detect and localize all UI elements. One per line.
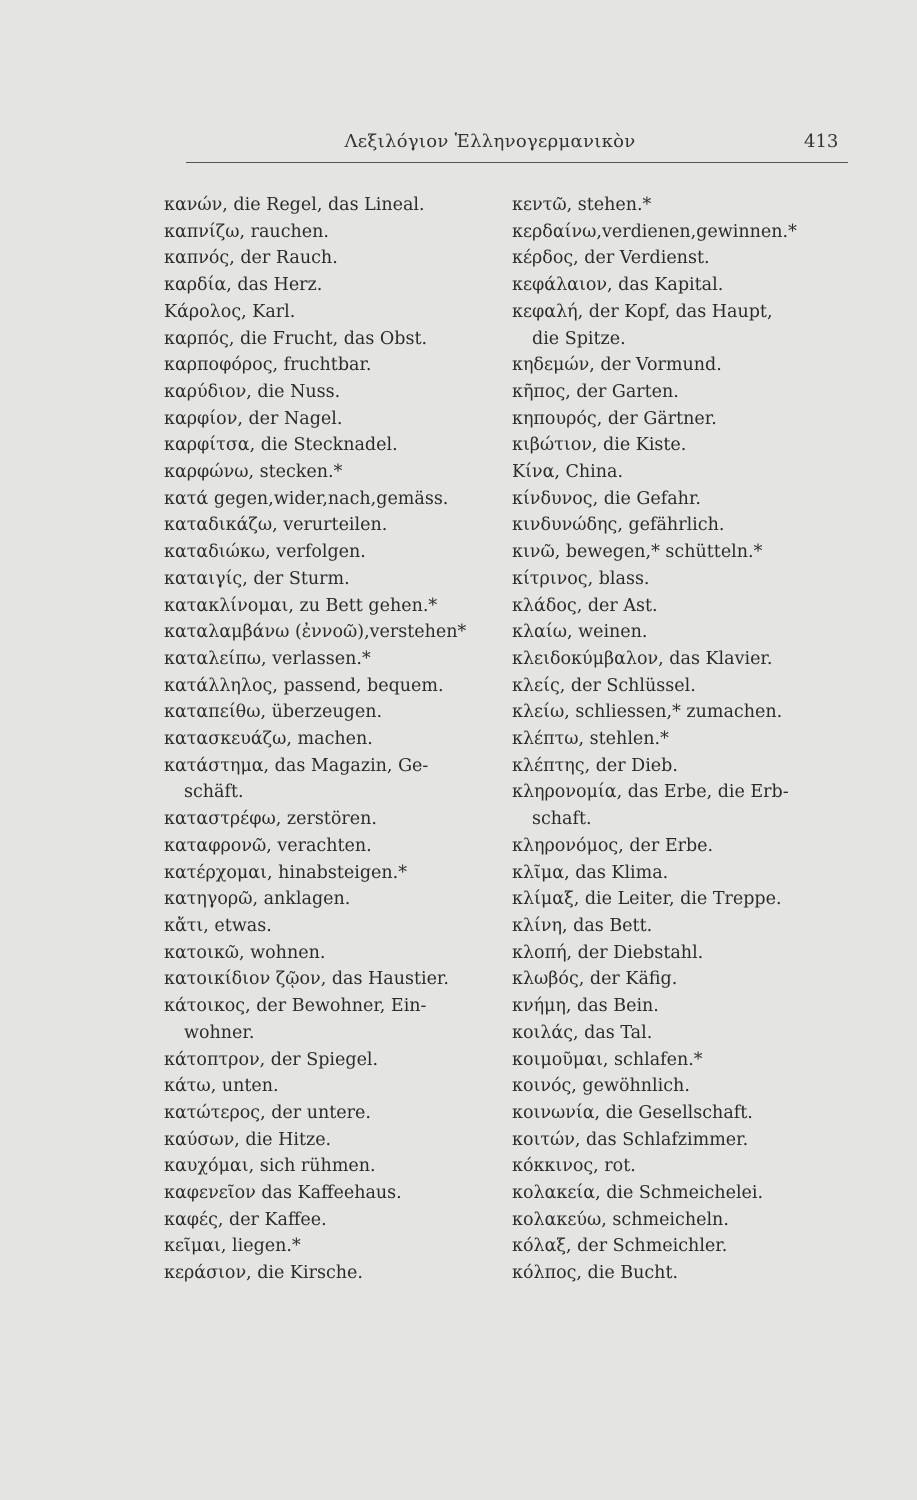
entry: κατά gegen,wider,nach,gemäss. [164, 488, 449, 509]
entry: κατοικίδιον ζῷον, das Haustier. [164, 969, 449, 990]
entry: κλωβός, der Käfig. [512, 969, 678, 990]
entry: καταδικάζω, verurteilen. [164, 515, 388, 536]
entry: καρφίτσα, die Stecknadel. [164, 435, 398, 456]
entry: καφές, der Kaffee. [164, 1209, 327, 1230]
entry: καταπείθω, überzeugen. [164, 702, 383, 723]
entry: καρύδιον, die Nuss. [164, 381, 341, 402]
entry: κατοικῶ, wohnen. [164, 942, 326, 963]
entry: κληρονομία, das Erbe, die Erb- [512, 782, 789, 803]
entry: κλοπή, der Diebstahl. [512, 942, 704, 963]
entry: κεφαλή, der Kopf, das Haupt, [512, 301, 773, 322]
entry: κάτοικος, der Bewohner, Ein- [164, 996, 427, 1017]
entry: κόλαξ, der Schmeichler. [512, 1236, 728, 1257]
entry: κλέπτης, der Dieb. [512, 755, 678, 776]
entry: κιβώτιον, die Kiste. [512, 435, 687, 456]
running-header-title: Λεξιλόγιον Ἑλληνογερμανικὸν [344, 131, 636, 152]
entry: κνήμη, das Bein. [512, 996, 659, 1017]
entry: καρδία, das Herz. [164, 275, 323, 296]
entry: κοινωνία, die Gesellschaft. [512, 1102, 753, 1123]
entry: κοινός, gewöhnlich. [512, 1076, 690, 1097]
entry: κλείω, schliessen,* zumachen. [512, 702, 783, 723]
entry-continuation: wohner. [184, 1022, 255, 1043]
entry: κινῶ, bewegen,* schütteln.* [512, 542, 763, 563]
entry: κατακλίνομαι, zu Bett gehen.* [164, 595, 438, 616]
entry: καταιγίς, der Sturm. [164, 568, 350, 589]
entry: κέρδος, der Verdienst. [512, 248, 710, 269]
entry: κατασκευάζω, machen. [164, 729, 373, 750]
entry: κοιμοῦμαι, schlafen.* [512, 1049, 703, 1070]
entry: κανών, die Regel, das Lineal. [164, 195, 425, 215]
entry: καυχόμαι, sich rühmen. [164, 1156, 376, 1177]
entry: καταλείπω, verlassen.* [164, 648, 371, 669]
entry: κῆπος, der Garten. [512, 381, 679, 402]
entry: κολακεύω, schmeicheln. [512, 1209, 729, 1230]
entry: κόκκινος, rot. [512, 1156, 636, 1177]
entry: κατώτερος, der untere. [164, 1102, 371, 1123]
entry: κλίνη, das Bett. [512, 915, 653, 936]
entry: κηδεμών, der Vormund. [512, 355, 722, 376]
entry: καφενεῖον das Kaffeehaus. [164, 1183, 402, 1204]
entry: καρφώνω, stecken.* [164, 462, 343, 483]
entry: κατάλληλος, passend, bequem. [164, 675, 444, 696]
entry: κίτρινος, blass. [512, 568, 650, 589]
entry: κλίμαξ, die Leiter, die Treppe. [512, 889, 782, 910]
entry: κληρονόμος, der Erbe. [512, 835, 714, 856]
entry: καρπός, die Frucht, das Obst. [164, 328, 428, 349]
right-column [512, 192, 852, 1287]
entry: κλάδος, der Ast. [512, 595, 658, 616]
entry: κινδυνώδης, gefährlich. [512, 515, 725, 536]
entry: καύσων, die Hitze. [164, 1129, 332, 1150]
entry: καταστρέφω, zerstören. [164, 809, 377, 830]
entry: κλείς, der Schlüssel. [512, 675, 696, 696]
entry: κηπουρός, der Gärtner. [512, 408, 717, 429]
entry-continuation: schäft. [184, 782, 244, 803]
entry: κατάστημα, das Magazin, Ge- [164, 755, 429, 776]
entry: κολακεία, die Schmeichelei. [512, 1183, 764, 1204]
entry: κίνδυνος, die Gefahr. [512, 488, 701, 509]
entry: καπνίζω, rauchen. [164, 221, 329, 242]
entry: κεφάλαιον, das Kapital. [512, 275, 724, 296]
entry: κόλπος, die Bucht. [512, 1263, 679, 1284]
entry: καταδιώκω, verfolgen. [164, 542, 366, 563]
entry: κἄτι, etwas. [164, 915, 272, 936]
entry: κοιτών, das Schlafzimmer. [512, 1129, 749, 1150]
entry: κεράσιον, die Kirsche. [164, 1263, 363, 1284]
entry: κάτω, unten. [164, 1076, 279, 1097]
entry: κλῖμα, das Klima. [512, 862, 669, 883]
entry: Κάρολος, Karl. [164, 301, 296, 322]
entry-continuation: die Spitze. [532, 328, 626, 349]
entry: καπνός, der Rauch. [164, 248, 338, 269]
entry: καρποφόρος, fruchtbar. [164, 355, 372, 376]
header-rule [186, 162, 848, 163]
entry: κοιλάς, das Tal. [512, 1022, 653, 1043]
page-number: 413 [804, 131, 839, 152]
entry: καταλαμβάνω (ἐννοῶ),verstehen* [164, 622, 467, 643]
entry: καρφίον, der Nagel. [164, 408, 343, 429]
entry: κλέπτω, stehlen.* [512, 729, 669, 750]
entry: κάτοπτρον, der Spiegel. [164, 1049, 379, 1070]
entry: κερδαίνω,verdienen,gewinnen.* [512, 221, 797, 242]
entry: κλειδοκύμβαλον, das Klavier. [512, 648, 773, 669]
entry: κεντῶ, stehen.* [512, 195, 652, 215]
entry: καταφρονῶ, verachten. [164, 835, 372, 856]
left-column [164, 192, 494, 1287]
entry: κεῖμαι, liegen.* [164, 1236, 301, 1257]
entry: κατηγορῶ, anklagen. [164, 889, 351, 910]
entry: κατέρχομαι, hinabsteigen.* [164, 862, 407, 883]
entry-continuation: schaft. [532, 809, 592, 830]
entry: Κίνα, China. [512, 462, 624, 483]
entry: κλαίω, weinen. [512, 622, 648, 643]
